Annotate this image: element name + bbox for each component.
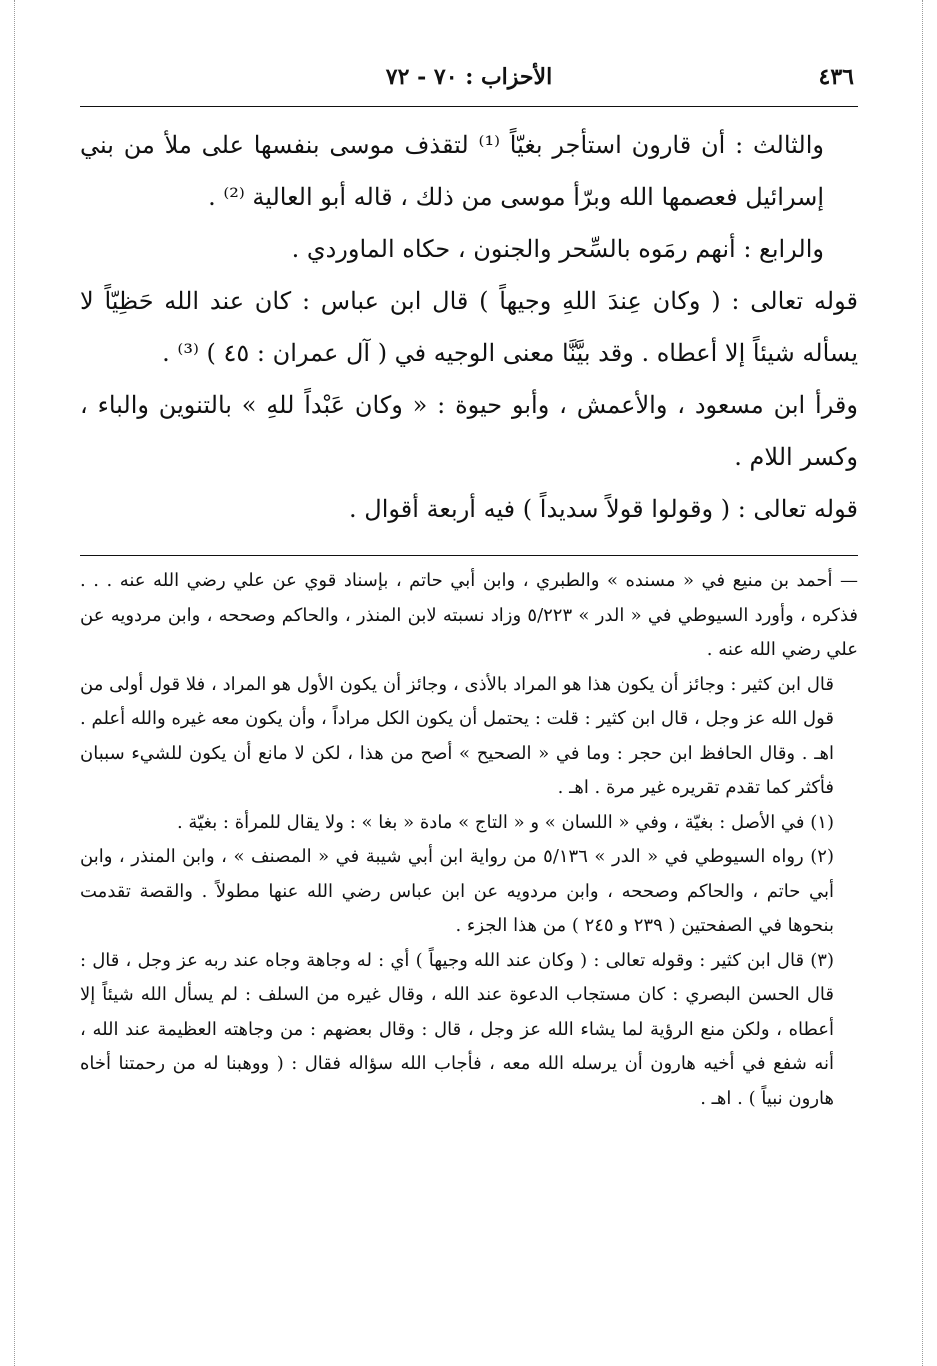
footnote-ibn-kathir-note: قال ابن كثير : وجائز أن يكون هذا هو المراد بالأذى ، وجائز أن يكون الأول هو المراد ، فلا قول أولى من قول الله عز وجل ، قال ابن كثير : قلت : يحتمل أن يكون الكل مراداً ، وأن يكون معه غيره والله أعلم . اهـ . وقال الحافظ ابن حجر : وما في « الصحيح » أصح من هذا ، لكن لا مانع أن يكون للشيء سببان فأكثر كما تقدم تقريره غير مرة . اهـ . xyxy=(80,673,834,798)
footnote-1: (١) في الأصل : بغيّة ، وفي « اللسان » و « التاج » مادة « بغا » : ولا يقال للمرأة : بغيّة . xyxy=(176,811,834,833)
footnote-2: (٢) رواه السيوطي في « الدر » ٥/١٣٦ من رواية ابن أبي شيبة في « المصنف » ، وابن المنذر ، وابن أبي حاتم ، والحاكم وصححه ، وابن مردويه عن ابن عباس رضي الله عنها مطولاً . والقصة تقدمت بنحوها في الصفحتين ( ٢٣٩ و ٢٤٥ ) من هذا الجزء . xyxy=(80,846,834,936)
right-margin-dotted-line xyxy=(922,0,923,1366)
footnote-separator xyxy=(80,555,858,556)
footnote-continuation: — أحمد بن منيع في « مسنده » والطبري ، وابن أبي حاتم ، بإسناد قوي عن علي رضي الله عنه . . . فذكره ، وأورد السيوطي في « الدر » ٥/٢٢٣ وزاد نسبته لابن المنذر ، والحاكم وصححه ، وابن مردويه عن علي رضي الله عنه . xyxy=(80,570,858,660)
main-paragraph-2: والرابع : أنهم رمَوه بالسِّحر والجنون ، حكاه الماوردي . xyxy=(291,235,824,263)
main-paragraph-1: والثالث : أن قارون استأجر بغيّاً ⁽¹⁾ لتقذف موسى بنفسها على ملأ من بني إسرائيل فعصمها الله وبرّأ موسى من ذلك ، قاله أبو العالية ⁽²⁾ . xyxy=(80,131,824,211)
running-title: الأحزاب : ٧٠ - ٧٢ xyxy=(385,64,553,90)
main-text xyxy=(80,119,858,535)
page-header xyxy=(80,60,858,107)
left-margin-dotted-line xyxy=(14,0,15,1366)
footnote-3: (٣) قال ابن كثير : وقوله تعالى : ( وكان عند الله وجيهاً ) أي : له وجاهة وجاه عند ربه عز وجل ، قال : قال الحسن البصري : كان مستجاب الدعوة عند الله ، وقال غيره من السلف : لم يسأل الله شيئاً إلا أعطاه ، ولكن منع الرؤية لما يشاء الله عز وجل ، قال : وقال بعضهم : من وجاهته العظيمة عند الله ، أنه شفع في أخيه هارون أن يرسله الله معه ، فأجاب الله سؤاله فقال : ( ووهبنا له من رحمتنا أخاه هارون نبياً ) . اهـ . xyxy=(80,949,834,1109)
page-number: ٤٣٦ xyxy=(818,64,854,90)
book-page xyxy=(80,60,858,1116)
main-paragraph-5: قوله تعالى : ( وقولوا قولاً سديداً ) فيه أربعة أقوال . xyxy=(349,495,858,523)
main-paragraph-3: قوله تعالى : ( وكان عِندَ اللهِ وجيهاً ) قال ابن عباس : كان عند الله حَظِيّاً لا يسأله شيئاً إلا أعطاه . وقد بيَّنَّا معنى الوجيه في ( آل عمران : ٤٥ ) ⁽³⁾ . xyxy=(80,287,858,367)
footnotes xyxy=(80,564,858,1116)
main-paragraph-4: وقرأ ابن مسعود ، والأعمش ، وأبو حيوة : « وكان عَبْداً للهِ » بالتنوين والباء ، وكسر اللام . xyxy=(80,391,858,471)
